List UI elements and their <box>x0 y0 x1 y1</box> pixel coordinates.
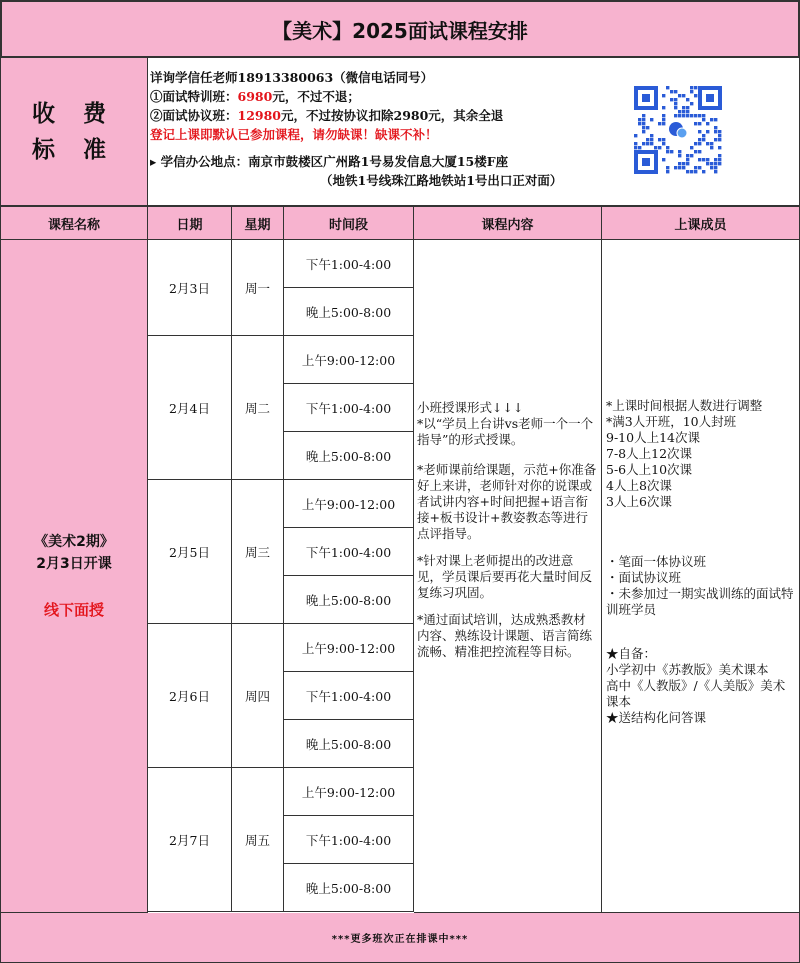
prepare-item: 高中《人教版》/《人美版》美术课本 <box>606 678 786 709</box>
plan1-prefix: ①面试特训班： <box>150 89 238 104</box>
plan1-suffix: 元，不过不退； <box>272 89 360 104</box>
time-slot-cell: 下午1:00-4:00 <box>284 672 414 720</box>
eligible-item: ・笔面一体协议班 <box>606 554 707 569</box>
eligible-item: ・面试协议班 <box>606 570 682 585</box>
time-slot-cell: 上午9:00-12:00 <box>284 624 414 672</box>
date-cell: 2月4日 <box>148 336 232 480</box>
time-slot-cell: 晚上5:00-8:00 <box>284 576 414 624</box>
prepare-item: ★送结构化问答课 <box>606 710 707 725</box>
time-slot-cell: 下午1:00-4:00 <box>284 528 414 576</box>
weekday-cell: 周五 <box>232 768 284 912</box>
course-name-cell <box>0 240 148 913</box>
prepare-item: 小学初中《苏教版》美术课本 <box>606 662 769 677</box>
contact-line: 详询学信任老师18913380063（微信电话同号） <box>150 70 434 85</box>
metro-line: （地铁1号线珠江路地铁站1号出口正对面） <box>320 173 563 188</box>
date-cell: 2月5日 <box>148 480 232 624</box>
date-cell: 2月3日 <box>148 240 232 336</box>
time-slot-cell: 下午1:00-4:00 <box>284 816 414 864</box>
member-rule: *上课时间根据人数进行调整 <box>606 398 763 413</box>
member-rule: *满3人开班，10人封班 <box>606 414 737 429</box>
header-members: 上课成员 <box>602 206 800 240</box>
prepare-item: ★自备： <box>606 646 657 661</box>
header-weekday: 星期 <box>232 206 284 240</box>
time-slot-cell: 晚上5:00-8:00 <box>284 288 414 336</box>
course-mode: 线下面授 <box>43 601 104 619</box>
notice-line: 登记上课即默认已参加课程，请勿缺课！缺课不补！ <box>150 127 438 142</box>
eligible-item: ・未参加过一期实战训练的面试特训班学员 <box>606 586 794 617</box>
time-slot-cell: 上午9:00-12:00 <box>284 480 414 528</box>
fee-info <box>148 58 800 206</box>
wechat-qr-code-icon <box>633 85 723 175</box>
weekday-cell: 周二 <box>232 336 284 480</box>
weekday-cell: 周一 <box>232 240 284 336</box>
content-paragraph: *老师课前给课题，示范+你准备好上来讲，老师针对你的说课或者试讲内容+时间把握+语言衔接+板书设计+教姿教态等进行点评指导。 <box>417 462 597 541</box>
member-rule: 9-10人上14次课 <box>606 430 700 445</box>
header-course: 课程名称 <box>0 206 148 240</box>
time-slot-cell: 下午1:00-4:00 <box>284 384 414 432</box>
time-slot-cell: 晚上5:00-8:00 <box>284 432 414 480</box>
weekday-cell: 周三 <box>232 480 284 624</box>
member-rule: 7-8人上12次课 <box>606 446 693 461</box>
header-content: 课程内容 <box>414 206 602 240</box>
header-date: 日期 <box>148 206 232 240</box>
weekday-cell: 周四 <box>232 624 284 768</box>
address-line: ▸ 学信办公地点：南京市鼓楼区广州路1号易发信息大厦15楼F座 <box>150 154 509 169</box>
header-time: 时间段 <box>284 206 414 240</box>
plan2-prefix: ②面试协议班： <box>150 108 238 123</box>
time-slot-cell: 上午9:00-12:00 <box>284 768 414 816</box>
content-intro: 小班授课形式↓↓↓ *以“学员上台讲vs老师一个一个指导”的形式授课。 <box>417 400 594 447</box>
course-content-cell <box>414 240 602 913</box>
member-rule: 3人上6次课 <box>606 494 672 509</box>
content-paragraph: *针对课上老师提出的改进意见，学员课后要再花大量时间反复练习巩固。 <box>417 553 593 600</box>
time-slot-cell: 上午9:00-12:00 <box>284 336 414 384</box>
page-title: 【美术】2025面试课程安排 <box>0 0 800 58</box>
fee-label-line2: 标 准 <box>31 136 116 163</box>
time-slot-cell: 晚上5:00-8:00 <box>284 720 414 768</box>
content-paragraph: *通过面试培训，达成熟悉教材内容、熟练设计课题、语言简练流畅、精准把控流程等目标。 <box>417 612 593 659</box>
course-start: 2月3日开课 <box>36 556 112 572</box>
course-name: 《美术2期》 <box>34 534 114 550</box>
date-cell: 2月7日 <box>148 768 232 912</box>
fee-label-line1: 收 费 <box>31 100 116 127</box>
member-rule: 5-6人上10次课 <box>606 462 693 477</box>
plan2-price: 12980 <box>237 108 282 123</box>
plan2-suffix: 元，不过按协议扣除2980元，其余全退 <box>281 108 504 123</box>
time-slot-cell: 晚上5:00-8:00 <box>284 864 414 912</box>
fee-label <box>0 58 148 206</box>
date-cell: 2月6日 <box>148 624 232 768</box>
member-rule: 4人上8次课 <box>606 478 672 493</box>
time-slot-cell: 下午1:00-4:00 <box>284 240 414 288</box>
plan1-price: 6980 <box>237 89 273 104</box>
members-cell <box>602 240 800 913</box>
footer-note: ***更多班次正在排课中*** <box>0 913 800 963</box>
